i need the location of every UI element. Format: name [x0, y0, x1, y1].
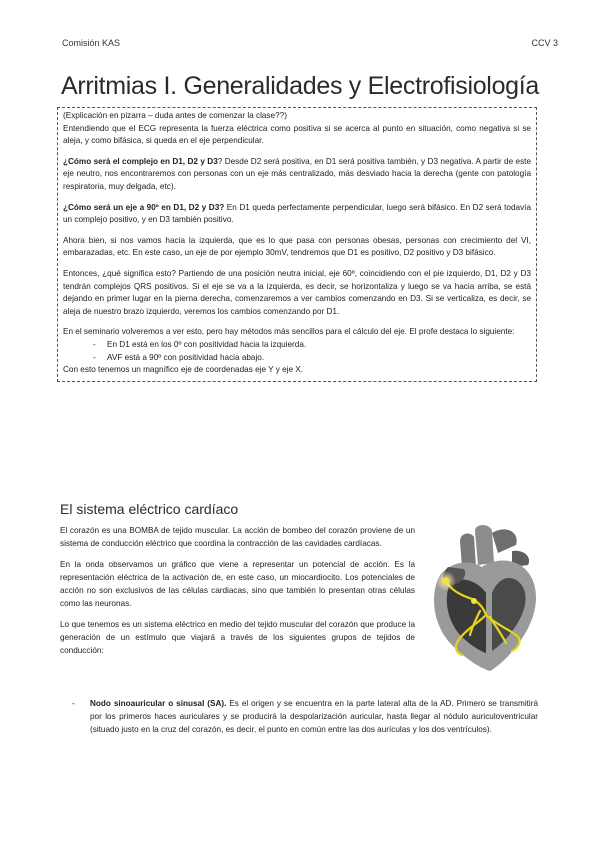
- box-paragraph-6: En el seminario volveremos a ver esto, pero hay métodos más sencillos para el cálculo del eje. El profe destaca lo siguiente:: [63, 327, 515, 337]
- bullet-text: [90, 697, 538, 736]
- box-paragraph-1: Entendiendo que el ECG representa la fuerza eléctrica como positiva si se acerca al punto en situación, como negativa si se aleja, y como bifásica, si queda en el eje perpendicular.: [63, 123, 531, 146]
- box-list: [63, 339, 531, 364]
- header-left: Comisión KAS: [62, 38, 121, 48]
- section-title: El sistema eléctrico cardíaco: [60, 501, 239, 517]
- heart-conduction-icon: [420, 523, 545, 673]
- bullet-definition: Es el origen y se encuentra en la parte lateral alta de la AD. Primero se transmitirá por los primeros haces auriculares y se producirá la despolarización auricular, hasta llegar al nódulo auriculoventricular (situado justo en la cruz del corazón, es decir, el punto en común entre las dos aurículas y los dos ventrículos).: [90, 699, 539, 734]
- list-item: - AVF está a 90º con positividad hacia abajo.: [93, 352, 531, 365]
- bullet-term: Nodo sinoauricular o sinusal (SA).: [90, 699, 227, 708]
- header-right: CCV 3: [531, 38, 558, 48]
- section-paragraph-1: El corazón es una BOMBA de tejido muscular. La acción de bombeo del corazón proviene de un sistema de conducción eléctrico que coordina la contracción de las cavidades cardíacas.: [60, 526, 415, 548]
- box-paragraph-3: [63, 202, 531, 227]
- box-paragraph-4: Ahora bien, si nos vamos hacia la izquierda, que es lo que pasa con personas obesas, personas con crecimiento del VI, embarazadas, etc. En este caso, un eje de por ejemplo 30mV, tendremos que D1 es positivo, D2 positivo y D3 bifásico.: [63, 235, 531, 258]
- box-question-1: ¿Cómo será el complejo en D1, D2 y D3: [63, 156, 218, 166]
- section-paragraph-3: Lo que tenemos es un sistema eléctrico en medio del tejido muscular del corazón que produce la generación de un estímulo que viajará a través de los siguientes grupos de tejidos de conducción:: [60, 620, 415, 655]
- explanation-box: [57, 107, 537, 382]
- box-question-2: ¿Cómo será un eje a 90º en D1, D2 y D3?: [63, 202, 225, 212]
- section-paragraph-2: En la onda observamos un gráfico que viene a representar un potencial de acción. Es la representación eléctrica de la activación de, en este caso, un miocardiocito. Los potenciales de acción no son exclusivos de las células cardiacas, sino que también lo presentan otras células como las neuronas.: [60, 560, 415, 608]
- bullet-dash: -: [72, 699, 75, 708]
- box-note: (Explicación en pizarra – duda antes de comenzar la clase??): [63, 111, 287, 120]
- box-answer-2: En D1 queda perfectamente perpendicular, luego será bifásico. En D2 será todavía un complejo positivo, y en D3 también positivo.: [63, 202, 531, 225]
- box-paragraph-2: [63, 156, 531, 194]
- list-item: - En D1 está en los 0º con positividad hacia la izquierda.: [93, 339, 531, 352]
- box-answer-1: ? Desde D2 será positiva, en D1 será positiva también, y D3 negativa. A partir de este eje neutro, nos encontraremos con personas con un eje más centralizado, más desviado hacia la derecha (gente con patología respiratoria, muy delgada, etc).: [63, 156, 531, 191]
- section-body: [60, 524, 415, 665]
- box-paragraph-5: Entonces, ¿qué significa esto? Partiendo de una posición neutra inicial, eje 60º, coincidiendo con el pie izquierdo, D1, D2 y D3 tendrán complejos QRS positivos. Si el eje se va a la izquierda, es decir, se horizontaliza y luego se va hacia arriba, se está dejando en primer lugar en la pierna derecha, comenzaremos a ver cambios comenzando en D3. Si se verticaliza, es decir, se aleja de nuestro brazo izquierdo, veremos los cambios comenzando por D1.: [63, 268, 531, 316]
- box-paragraph-7: Con esto tenemos un magnífico eje de coordenadas eje Y y eje X.: [63, 365, 304, 375]
- page-title: Arritmias I. Generalidades y Electrofisiología: [60, 72, 540, 100]
- bullet-sa-node: [60, 697, 538, 736]
